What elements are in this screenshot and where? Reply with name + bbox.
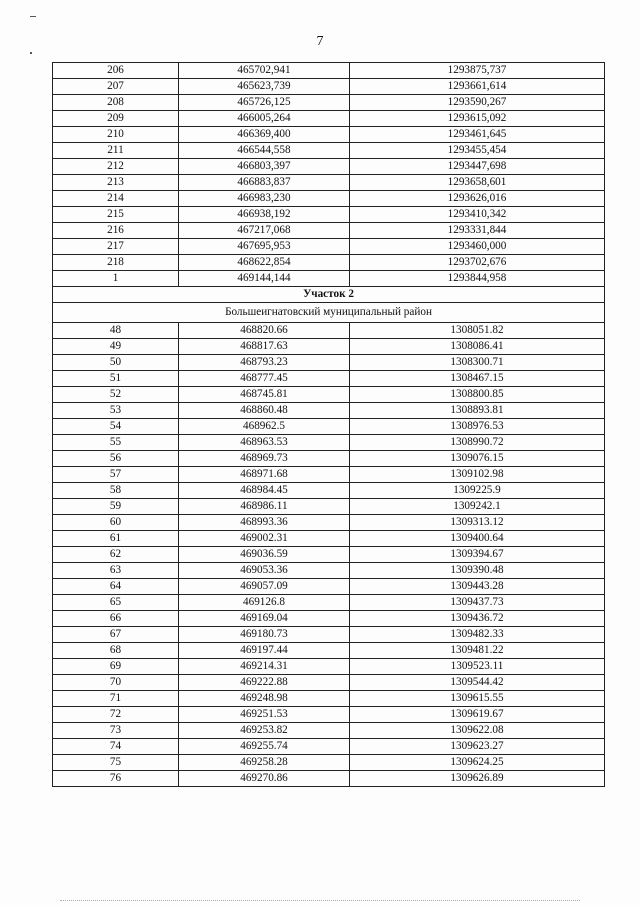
point-number: 50 [53,355,179,371]
table-row [53,175,605,191]
y-coordinate: 1309313.12 [350,515,605,531]
y-coordinate: 1293626,016 [350,191,605,207]
table-row [53,771,605,787]
scan-artifact [60,899,580,901]
section2-body [53,323,605,787]
table-row [53,691,605,707]
table-row [53,339,605,355]
x-coordinate: 469255.74 [179,739,350,755]
x-coordinate: 469253.82 [179,723,350,739]
table-row [53,547,605,563]
table-row [53,159,605,175]
table-row [53,563,605,579]
table-row [53,595,605,611]
y-coordinate: 1308976.53 [350,419,605,435]
x-coordinate: 468962.5 [179,419,350,435]
point-number: 213 [53,175,179,191]
point-number: 73 [53,723,179,739]
x-coordinate: 467217,068 [179,223,350,239]
y-coordinate: 1309225.9 [350,483,605,499]
point-number: 58 [53,483,179,499]
point-number: 206 [53,63,179,79]
y-coordinate: 1309394.67 [350,547,605,563]
point-number: 49 [53,339,179,355]
y-coordinate: 1309242.1 [350,499,605,515]
y-coordinate: 1309626.89 [350,771,605,787]
y-coordinate: 1293461,645 [350,127,605,143]
table-row [53,611,605,627]
y-coordinate: 1309390.48 [350,563,605,579]
x-coordinate: 469248.98 [179,691,350,707]
table-row [53,451,605,467]
y-coordinate: 1293331,844 [350,223,605,239]
scan-mark [30,16,36,17]
y-coordinate: 1293447,698 [350,159,605,175]
table-row [53,531,605,547]
y-coordinate: 1293410,342 [350,207,605,223]
table-row [53,355,605,371]
point-number: 72 [53,707,179,723]
point-number: 59 [53,499,179,515]
y-coordinate: 1308086.41 [350,339,605,355]
table-row [53,419,605,435]
x-coordinate: 466938,192 [179,207,350,223]
x-coordinate: 469053.36 [179,563,350,579]
y-coordinate: 1309437.73 [350,595,605,611]
y-coordinate: 1293590,267 [350,95,605,111]
table-row [53,755,605,771]
table-row [53,255,605,271]
x-coordinate: 469036.59 [179,547,350,563]
point-number: 60 [53,515,179,531]
y-coordinate: 1308893.81 [350,403,605,419]
table-row [53,387,605,403]
table-row [53,659,605,675]
y-coordinate: 1309544.42 [350,675,605,691]
point-number: 65 [53,595,179,611]
x-coordinate: 466983,230 [179,191,350,207]
table-row [53,271,605,287]
point-number: 64 [53,579,179,595]
x-coordinate: 469197.44 [179,643,350,659]
table-row [53,223,605,239]
x-coordinate: 469222.88 [179,675,350,691]
point-number: 70 [53,675,179,691]
y-coordinate: 1309482.33 [350,627,605,643]
point-number: 51 [53,371,179,387]
point-number: 61 [53,531,179,547]
table-row [53,467,605,483]
x-coordinate: 469002.31 [179,531,350,547]
page-number: 7 [316,34,324,49]
x-coordinate: 468993.36 [179,515,350,531]
y-coordinate: 1309436.72 [350,611,605,627]
table-row [53,627,605,643]
x-coordinate: 468971.68 [179,467,350,483]
table-row [53,435,605,451]
y-coordinate: 1308467.15 [350,371,605,387]
x-coordinate: 468745.81 [179,387,350,403]
x-coordinate: 468820.66 [179,323,350,339]
x-coordinate: 466005,264 [179,111,350,127]
table-row [53,707,605,723]
point-number: 212 [53,159,179,175]
point-number: 214 [53,191,179,207]
table-row [53,127,605,143]
point-number: 76 [53,771,179,787]
section2-header [53,287,605,323]
point-number: 218 [53,255,179,271]
x-coordinate: 466803,397 [179,159,350,175]
y-coordinate: 1309615.55 [350,691,605,707]
x-coordinate: 465702,941 [179,63,350,79]
point-number: 74 [53,739,179,755]
point-number: 68 [53,643,179,659]
x-coordinate: 469270.86 [179,771,350,787]
y-coordinate: 1293702,676 [350,255,605,271]
table-row [53,239,605,255]
table-row [53,191,605,207]
point-number: 55 [53,435,179,451]
point-number: 66 [53,611,179,627]
point-number: 48 [53,323,179,339]
x-coordinate: 468777.45 [179,371,350,387]
x-coordinate: 469214.31 [179,659,350,675]
x-coordinate: 468969.73 [179,451,350,467]
y-coordinate: 1309076.15 [350,451,605,467]
point-number: 53 [53,403,179,419]
point-number: 69 [53,659,179,675]
point-number: 207 [53,79,179,95]
x-coordinate: 466883,837 [179,175,350,191]
table-row [53,483,605,499]
x-coordinate: 468817.63 [179,339,350,355]
y-coordinate: 1309619.67 [350,707,605,723]
y-coordinate: 1308300.71 [350,355,605,371]
x-coordinate: 469169.04 [179,611,350,627]
table-row [53,95,605,111]
table-row [53,207,605,223]
district-name: Большеигнатовский муниципальный район [53,303,605,323]
table-row [53,323,605,339]
x-coordinate: 468984.45 [179,483,350,499]
y-coordinate: 1309523.11 [350,659,605,675]
point-number: 208 [53,95,179,111]
x-coordinate: 467695,953 [179,239,350,255]
y-coordinate: 1293844,958 [350,271,605,287]
point-number: 54 [53,419,179,435]
point-number: 63 [53,563,179,579]
table-row [53,143,605,159]
x-coordinate: 466544,558 [179,143,350,159]
table-row [53,643,605,659]
x-coordinate: 469057.09 [179,579,350,595]
table-row [53,499,605,515]
point-number: 211 [53,143,179,159]
y-coordinate: 1309443.28 [350,579,605,595]
table-row [53,403,605,419]
y-coordinate: 1308990.72 [350,435,605,451]
section1-body [53,63,605,287]
point-number: 216 [53,223,179,239]
x-coordinate: 469251.53 [179,707,350,723]
y-coordinate: 1309623.27 [350,739,605,755]
point-number: 1 [53,271,179,287]
point-number: 52 [53,387,179,403]
table-row [53,579,605,595]
table-row [53,675,605,691]
y-coordinate: 1293661,614 [350,79,605,95]
table-row [53,63,605,79]
point-number: 62 [53,547,179,563]
x-coordinate: 465726,125 [179,95,350,111]
point-number: 209 [53,111,179,127]
x-coordinate: 469180.73 [179,627,350,643]
table-row [53,371,605,387]
y-coordinate: 1293460,000 [350,239,605,255]
x-coordinate: 466369,400 [179,127,350,143]
point-number: 67 [53,627,179,643]
y-coordinate: 1308051.82 [350,323,605,339]
x-coordinate: 469144,144 [179,271,350,287]
y-coordinate: 1309624.25 [350,755,605,771]
x-coordinate: 468793.23 [179,355,350,371]
y-coordinate: 1293658,601 [350,175,605,191]
x-coordinate: 468860.48 [179,403,350,419]
x-coordinate: 468622,854 [179,255,350,271]
point-number: 217 [53,239,179,255]
y-coordinate: 1309622.08 [350,723,605,739]
y-coordinate: 1309102.98 [350,467,605,483]
y-coordinate: 1308800.85 [350,387,605,403]
y-coordinate: 1309481.22 [350,643,605,659]
table-row [53,723,605,739]
table-row [53,739,605,755]
coordinates-table [52,62,605,787]
point-number: 57 [53,467,179,483]
x-coordinate: 469126.8 [179,595,350,611]
point-number: 56 [53,451,179,467]
x-coordinate: 468986.11 [179,499,350,515]
point-number: 71 [53,691,179,707]
point-number: 210 [53,127,179,143]
y-coordinate: 1293455,454 [350,143,605,159]
table-row [53,515,605,531]
x-coordinate: 468963.53 [179,435,350,451]
point-number: 75 [53,755,179,771]
table-row [53,79,605,95]
section-title: Участок 2 [53,287,605,303]
x-coordinate: 469258.28 [179,755,350,771]
y-coordinate: 1309400.64 [350,531,605,547]
section-title-row [53,287,605,303]
point-number: 215 [53,207,179,223]
y-coordinate: 1293615,092 [350,111,605,127]
scan-mark [30,52,32,54]
x-coordinate: 465623,739 [179,79,350,95]
district-row [53,303,605,323]
table-row [53,111,605,127]
y-coordinate: 1293875,737 [350,63,605,79]
